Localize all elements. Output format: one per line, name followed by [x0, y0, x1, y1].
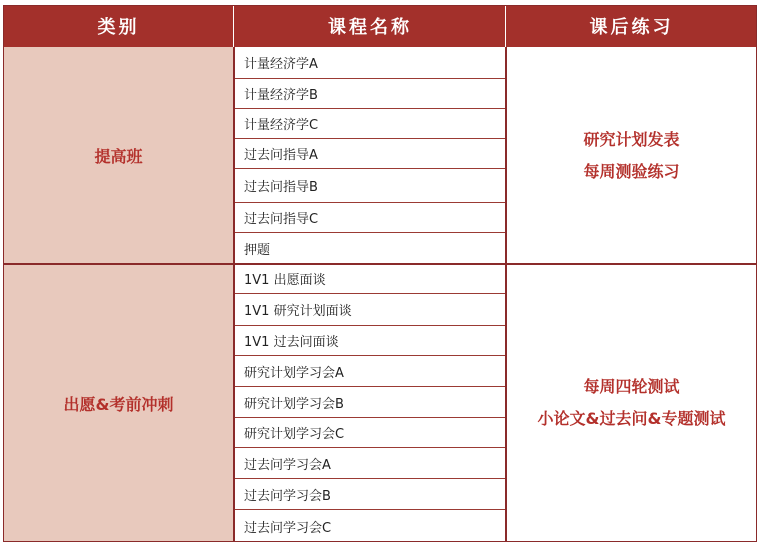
- course-cell: 过去问学习会A: [234, 448, 506, 479]
- category-cell: 出愿&考前冲刺: [3, 264, 234, 542]
- table-border: [3, 5, 757, 542]
- practice-line: 每周测验练习: [583, 161, 680, 181]
- header-category: 类别: [3, 5, 234, 47]
- course-cell: 过去问学习会C: [244, 520, 332, 536]
- category-cell: 提高班: [3, 47, 234, 264]
- course-cell: 计量经济学B: [234, 79, 506, 109]
- course-cell: 过去问学习会B: [234, 479, 506, 510]
- practice-line: 研究计划发表: [583, 129, 680, 149]
- course-cell: 1V1 出愿面谈: [234, 264, 506, 294]
- header-course: 课程名称: [234, 5, 506, 47]
- course-cell: 1V1 研究计划面谈: [234, 294, 506, 326]
- course-cell: 计量经济学C: [234, 109, 506, 139]
- course-cell: 研究计划学习会C: [234, 418, 506, 448]
- course-cell: 押题: [244, 243, 271, 258]
- practice-line: 小论文&过去问&专题测试: [537, 409, 726, 428]
- course-cell: 1V1 过去问面谈: [234, 326, 506, 356]
- course-cell: 过去问指导A: [234, 139, 506, 169]
- header-practice: 课后练习: [506, 5, 757, 47]
- course-cell: 过去问指导C: [234, 203, 506, 233]
- course-cell: 研究计划学习会B: [234, 387, 506, 418]
- course-cell: 计量经济学A: [234, 47, 506, 79]
- course-cell: 过去问指导B: [234, 169, 506, 203]
- course-cell: 研究计划学习会A: [234, 356, 506, 387]
- practice-line: 每周四轮测试: [583, 377, 680, 396]
